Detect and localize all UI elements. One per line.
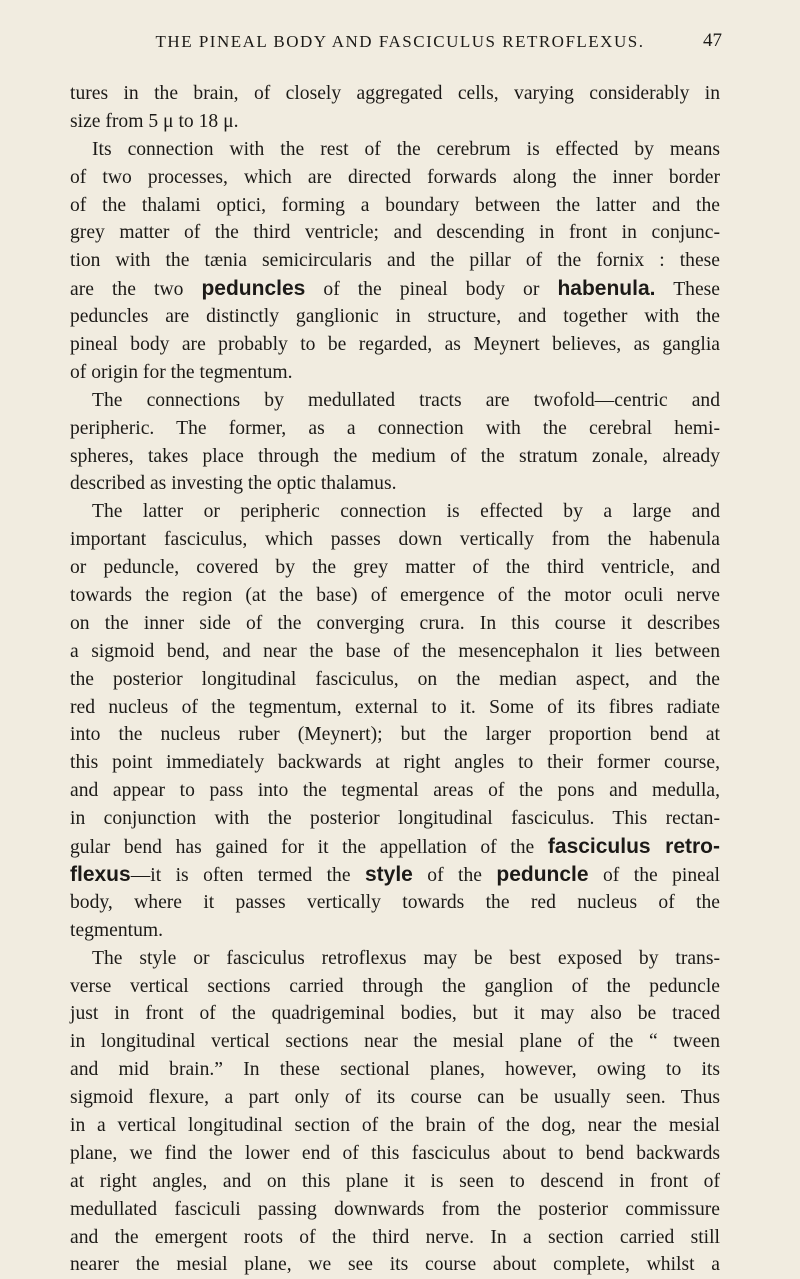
text-line: this point immediately backwards at right angles to their former course, bbox=[70, 752, 720, 774]
text-run: are the two bbox=[70, 279, 202, 301]
text-line: at right angles, and on this plane it is seen to descend in front of bbox=[70, 1170, 720, 1192]
text-line: the posterior longitudinal fasciculus, on the median aspect, and the bbox=[70, 668, 720, 690]
text-run: of the bbox=[412, 864, 497, 886]
text-line: sigmoid flexure, a part only of its course can be usually seen. Thus bbox=[70, 1087, 720, 1109]
text-run: gular bend has gained for it the appellation of the bbox=[70, 837, 548, 859]
text-line: The latter or peripheric connection is effected by a large and bbox=[92, 501, 720, 523]
text-line: in a vertical longitudinal section of the brain of the dog, near the mesial bbox=[70, 1114, 720, 1136]
text-line: a sigmoid bend, and near the base of the mesencephalon it lies between bbox=[70, 640, 720, 662]
text-line: pineal body are probably to be regarded, as Meynert believes, as ganglia bbox=[70, 334, 720, 356]
text-run: These bbox=[655, 279, 720, 301]
text-line: of the thalami optici, forming a boundary between the latter and the bbox=[70, 194, 720, 216]
text-line: The style or fasciculus retroflexus may be best exposed by trans- bbox=[92, 947, 720, 969]
bold-term: fasciculus retro- bbox=[547, 835, 720, 859]
text-line: medullated fasciculi passing downwards from the posterior commissure bbox=[70, 1198, 720, 1220]
bold-term: style bbox=[364, 862, 413, 886]
text-line: just in front of the quadrigeminal bodies, but it may also be traced bbox=[70, 1003, 720, 1025]
text-line: into the nucleus ruber (Meynert); but the larger proportion bend at bbox=[70, 724, 720, 746]
body-text bbox=[70, 80, 720, 1279]
text-line: of two processes, which are directed forwards along the inner border bbox=[70, 166, 720, 188]
bold-term: peduncle bbox=[496, 862, 589, 886]
text-line: spheres, takes place through the medium of the stratum zonale, already bbox=[70, 445, 720, 467]
bold-term: habenula. bbox=[557, 277, 656, 301]
text-run: —it is often termed the bbox=[130, 864, 365, 886]
text-line: described as investing the optic thalamus. bbox=[70, 473, 397, 495]
text-line: in longitudinal vertical sections near the mesial plane of the “ tween bbox=[70, 1031, 720, 1053]
text-line: peripheric. The former, as a connection with the cerebral hemi- bbox=[70, 417, 720, 439]
text-line: on the inner side of the converging crura. In this course it describes bbox=[70, 612, 720, 634]
text-line: nearer the mesial plane, we see its course about complete, whilst a bbox=[70, 1254, 720, 1276]
text-line: tegmentum. bbox=[70, 919, 164, 941]
page-number: 47 bbox=[703, 30, 722, 51]
text-line: and the emergent roots of the third nerve. In a section carried still bbox=[70, 1226, 720, 1248]
text-run: of the pineal bbox=[588, 864, 720, 886]
text-line: The connections by medullated tracts are twofold—centric and bbox=[92, 389, 720, 411]
text-line: peduncles are distinctly ganglionic in structure, and together with the bbox=[70, 306, 720, 328]
text-line: towards the region (at the base) of emergence of the motor oculi nerve bbox=[70, 585, 720, 607]
text-line: red nucleus of the tegmentum, external to it. Some of its fibres radiate bbox=[70, 696, 720, 718]
text-line: verse vertical sections carried through the ganglion of the peduncle bbox=[70, 975, 720, 997]
running-head: THE PINEAL BODY AND FASCICULUS RETROFLEXUS. bbox=[155, 32, 645, 51]
text-line bbox=[70, 275, 720, 303]
text-line: body, where it passes vertically towards the red nucleus of the bbox=[70, 891, 720, 913]
text-line: in conjunction with the posterior longitudinal fasciculus. This rectan- bbox=[70, 808, 720, 830]
text-line: size from 5 μ to 18 μ. bbox=[70, 110, 239, 132]
bold-term: peduncles bbox=[201, 277, 306, 301]
text-line: and appear to pass into the tegmental areas of the pons and medulla, bbox=[70, 780, 720, 802]
text-line bbox=[70, 861, 720, 889]
text-line bbox=[70, 833, 720, 861]
text-run: of the pineal body or bbox=[305, 279, 558, 301]
text-line: of origin for the tegmentum. bbox=[70, 361, 293, 383]
text-line: grey matter of the third ventricle; and descending in front in conjunc- bbox=[70, 222, 720, 244]
text-line: or peduncle, covered by the grey matter of the third ventricle, and bbox=[70, 557, 720, 579]
text-line: tion with the tænia semicircularis and the pillar of the fornix : these bbox=[70, 250, 720, 272]
text-line: plane, we find the lower end of this fasciculus about to bend backwards bbox=[70, 1142, 720, 1164]
text-line: important fasciculus, which passes down vertically from the habenula bbox=[70, 529, 720, 551]
text-line: and mid brain.” In these sectional planes, however, owing to its bbox=[70, 1059, 720, 1081]
text-line: Its connection with the rest of the cerebrum is effected by means bbox=[92, 138, 720, 160]
bold-term: flexus bbox=[70, 862, 131, 886]
text-line: tures in the brain, of closely aggregated cells, varying considerably in bbox=[70, 83, 720, 104]
